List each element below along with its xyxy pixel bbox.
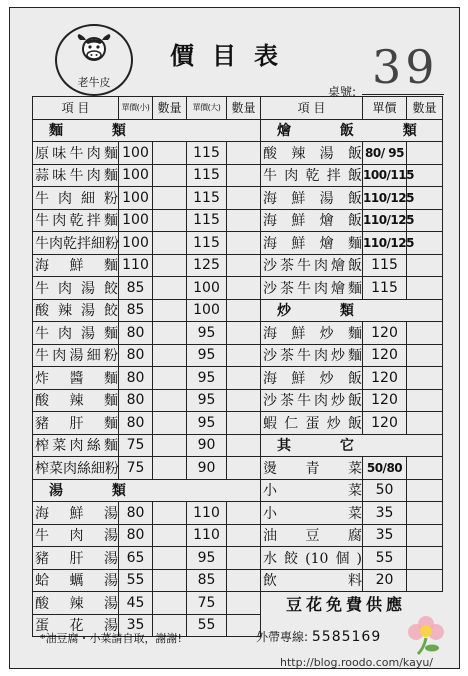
menu-row (261, 232, 443, 255)
small-price: 80 (119, 344, 153, 367)
large-quantity-field[interactable] (227, 592, 261, 615)
small-price: 80 (119, 412, 153, 435)
small-price: 75 (119, 457, 153, 480)
small-quantity-field[interactable] (153, 322, 187, 345)
large-price: 75 (187, 592, 227, 615)
menu-row (33, 187, 261, 210)
menu-item-name: 榨菜肉絲麵 (33, 434, 119, 457)
quantity-field[interactable] (407, 142, 443, 165)
cow-head-icon (76, 34, 112, 64)
small-quantity-field[interactable] (153, 547, 187, 570)
small-quantity-field[interactable] (153, 367, 187, 390)
menu-item-name: 小菜 (261, 502, 363, 525)
menu-item-name: 牛肉湯麵 (33, 322, 119, 345)
menu-row (33, 322, 261, 345)
menu-item-name: 牛肉湯 (33, 524, 119, 547)
small-price: 80 (119, 502, 153, 525)
item-price: 35 (363, 524, 407, 547)
quantity-field[interactable] (407, 412, 443, 435)
large-price: 125 (187, 254, 227, 277)
menu-item-name: 油豆腐 (261, 524, 363, 547)
menu-item-name: 酸辣湯餃 (33, 299, 119, 322)
large-quantity-field[interactable] (227, 502, 261, 525)
large-quantity-field[interactable] (227, 389, 261, 412)
small-price: 80 (119, 367, 153, 390)
blog-watermark: http://blog.roodo.com/kayu/ (280, 656, 434, 669)
large-quantity-field[interactable] (227, 434, 261, 457)
large-price: 100 (187, 299, 227, 322)
item-price: 35 (363, 502, 407, 525)
small-quantity-field[interactable] (153, 209, 187, 232)
menu-row (261, 344, 443, 367)
quantity-field[interactable] (407, 569, 443, 592)
menu-item-name: 沙茶牛肉燴飯 (261, 254, 363, 277)
table-number-underline (362, 94, 444, 95)
item-price: 115 (363, 254, 407, 277)
menu-row (33, 209, 261, 232)
menu-item-name: 牛肉湯細粉 (33, 344, 119, 367)
flower-watermark-icon (404, 612, 448, 656)
page-title: 價目表 (170, 41, 296, 70)
menu-row (261, 367, 443, 390)
small-quantity-field[interactable] (153, 502, 187, 525)
item-price: 120 (363, 389, 407, 412)
menu-item-name: 水餃(10個) (261, 547, 363, 570)
menu-item-name: 沙茶牛肉炒飯 (261, 389, 363, 412)
free-dessert-note: 豆花免費供應 (286, 595, 407, 614)
self-service-note: *油豆腐・小菜請自取，謝謝! (40, 632, 182, 645)
large-quantity-field[interactable] (227, 524, 261, 547)
menu-row (261, 479, 443, 502)
item-price: 120 (363, 322, 407, 345)
item-price: 115 (363, 277, 407, 300)
small-price: 100 (119, 209, 153, 232)
small-price: 100 (119, 142, 153, 165)
menu-item-name: 蛤蠣湯 (33, 569, 119, 592)
item-price: 20 (363, 569, 407, 592)
menu-row (261, 209, 443, 232)
section-header-row (33, 479, 261, 502)
small-quantity-field[interactable] (153, 277, 187, 300)
menu-item-name: 牛肉乾拌麵 (33, 209, 119, 232)
small-price: 80 (119, 389, 153, 412)
menu-row (261, 547, 443, 570)
menu-item-name: 蛋花湯 (33, 614, 119, 637)
item-price: 55 (363, 547, 407, 570)
large-quantity-field[interactable] (227, 344, 261, 367)
table-number-field (328, 40, 444, 99)
menu-item-name: 海鮮湯飯 (261, 187, 363, 210)
menu-item-name: 海鮮湯 (33, 502, 119, 525)
menu-item-name: 牛肉乾拌飯 (261, 164, 363, 187)
takeout-phone-number: 5585169 (311, 629, 382, 645)
menu-item-name: 蝦仁蛋炒飯 (261, 412, 363, 435)
quantity-field[interactable] (407, 367, 443, 390)
small-quantity-field[interactable] (153, 457, 187, 480)
large-price: 115 (187, 142, 227, 165)
menu-row (33, 344, 261, 367)
menu-row (33, 389, 261, 412)
small-quantity-field[interactable] (153, 164, 187, 187)
logo (55, 24, 133, 96)
menu-row (261, 502, 443, 525)
small-price: 35 (119, 614, 153, 637)
item-price: 110/125 (363, 232, 407, 255)
menu-item-name: 沙茶牛肉炒麵 (261, 344, 363, 367)
large-quantity-field[interactable] (227, 322, 261, 345)
menu-item-name: 原味牛肉麵 (33, 142, 119, 165)
small-price: 55 (119, 569, 153, 592)
large-quantity-field[interactable] (227, 187, 261, 210)
section-title: 燴 飯 類 (261, 119, 443, 142)
left-column-header: 項 目 (33, 97, 119, 120)
menu-item-name: 炸醬麵 (33, 367, 119, 390)
menu-row (33, 569, 261, 592)
large-price: 95 (187, 322, 227, 345)
item-price: 120 (363, 367, 407, 390)
menu-row (261, 412, 443, 435)
large-price: 95 (187, 344, 227, 367)
menu-row (33, 502, 261, 525)
large-price: 115 (187, 164, 227, 187)
small-quantity-field[interactable] (153, 142, 187, 165)
small-price: 110 (119, 254, 153, 277)
menu-row (261, 389, 443, 412)
noodle-soup-price-table (32, 96, 261, 637)
small-price: 85 (119, 299, 153, 322)
small-price: 100 (119, 164, 153, 187)
menu-row (33, 142, 261, 165)
menu-row (261, 142, 443, 165)
menu-row (261, 524, 443, 547)
menu-item-name: 海鮮炒飯 (261, 367, 363, 390)
quantity-field[interactable] (407, 344, 443, 367)
menu-item-name: 燙青菜 (261, 457, 363, 480)
small-price: 45 (119, 592, 153, 615)
menu-item-name: 飲料 (261, 569, 363, 592)
menu-item-name: 酸辣湯飯 (261, 142, 363, 165)
large-price: 55 (187, 614, 227, 637)
small-quantity-field[interactable] (153, 254, 187, 277)
menu-row (261, 457, 443, 480)
left-header-row (33, 97, 261, 120)
large-quantity-field[interactable] (227, 209, 261, 232)
quantity-field[interactable] (407, 479, 443, 502)
large-quantity-field[interactable] (227, 254, 261, 277)
small-quantity-field[interactable] (153, 389, 187, 412)
quantity-field[interactable] (407, 277, 443, 300)
menu-row (33, 412, 261, 435)
small-price: 75 (119, 434, 153, 457)
menu-row (33, 254, 261, 277)
small-price: 65 (119, 547, 153, 570)
section-title: 炒 類 (261, 299, 443, 322)
large-price: 110 (187, 502, 227, 525)
small-quantity-field[interactable] (153, 187, 187, 210)
large-quantity-field[interactable] (227, 164, 261, 187)
section-title: 麵 類 (33, 119, 261, 142)
small-quantity-field[interactable] (153, 569, 187, 592)
small-quantity-field[interactable] (153, 434, 187, 457)
section-header-row (33, 119, 261, 142)
menu-row (33, 277, 261, 300)
right-header-row (261, 97, 443, 120)
large-price: 95 (187, 367, 227, 390)
item-price: 120 (363, 412, 407, 435)
quantity-field[interactable] (407, 524, 443, 547)
menu-item-name: 沙茶牛肉燴麵 (261, 277, 363, 300)
menu-row (261, 187, 443, 210)
small-price: 100 (119, 187, 153, 210)
menu-row (33, 524, 261, 547)
large-quantity-field[interactable] (227, 569, 261, 592)
large-quantity-field[interactable] (227, 142, 261, 165)
menu-item-name: 榨菜肉絲細粉 (33, 457, 119, 480)
large-price: 90 (187, 434, 227, 457)
menu-item-name: 海鮮炒麵 (261, 322, 363, 345)
menu-item-name: 豬肝麵 (33, 412, 119, 435)
menu-item-name: 蒜味牛肉麵 (33, 164, 119, 187)
rice-fried-other-price-table (260, 96, 443, 592)
small-price: 100 (119, 232, 153, 255)
section-header-row (261, 299, 443, 322)
item-price: 120 (363, 344, 407, 367)
large-price: 110 (187, 524, 227, 547)
quantity-field[interactable] (407, 547, 443, 570)
large-quantity-field[interactable] (227, 547, 261, 570)
large-quantity-field[interactable] (227, 277, 261, 300)
large-quantity-field[interactable] (227, 299, 261, 322)
item-price: 110/125 (363, 187, 407, 210)
left-column-header: 單價(小) (119, 97, 153, 120)
menu-item-name: 海鮮燴麵 (261, 232, 363, 255)
table-number-label: 桌號: (328, 85, 357, 99)
quantity-field[interactable] (407, 457, 443, 480)
menu-item-name: 牛肉細粉 (33, 187, 119, 210)
large-quantity-field[interactable] (227, 412, 261, 435)
menu-item-name: 牛肉湯餃 (33, 277, 119, 300)
small-quantity-field[interactable] (153, 412, 187, 435)
large-price: 95 (187, 547, 227, 570)
left-column-header: 數量 (227, 97, 261, 120)
menu-row (261, 254, 443, 277)
left-column-header: 數量 (153, 97, 187, 120)
section-header-row (261, 434, 443, 457)
small-price: 80 (119, 322, 153, 345)
takeout-phone (256, 628, 381, 645)
small-quantity-field[interactable] (153, 344, 187, 367)
item-price: 110/125 (363, 209, 407, 232)
table-number-value: 39 (372, 40, 439, 94)
item-price: 80/ 95 (363, 142, 407, 165)
menu-row (261, 277, 443, 300)
large-price: 85 (187, 569, 227, 592)
right-column-header: 數量 (407, 97, 443, 120)
menu-row (33, 434, 261, 457)
item-price: 50 (363, 479, 407, 502)
section-header-row (261, 119, 443, 142)
menu-item-name: 酸辣麵 (33, 389, 119, 412)
item-price: 100/115 (363, 164, 407, 187)
large-price: 115 (187, 232, 227, 255)
menu-row (33, 592, 261, 615)
right-column-header: 項 目 (261, 97, 363, 120)
menu-row (261, 569, 443, 592)
right-column-header: 單價 (363, 97, 407, 120)
quantity-field[interactable] (407, 322, 443, 345)
menu-row (33, 299, 261, 322)
menu-item-name: 海鮮麵 (33, 254, 119, 277)
small-price: 85 (119, 277, 153, 300)
large-price: 90 (187, 457, 227, 480)
menu-row (261, 164, 443, 187)
left-column-header: 單價(大) (187, 97, 227, 120)
menu-row (33, 547, 261, 570)
large-price: 95 (187, 389, 227, 412)
small-quantity-field[interactable] (153, 524, 187, 547)
quantity-field[interactable] (407, 502, 443, 525)
menu-item-name: 海鮮燴飯 (261, 209, 363, 232)
large-price: 115 (187, 187, 227, 210)
menu-row (33, 164, 261, 187)
quantity-field[interactable] (407, 254, 443, 277)
menu-item-name: 小菜 (261, 479, 363, 502)
menu-row (261, 322, 443, 345)
menu-item-name: 牛肉乾拌細粉 (33, 232, 119, 255)
takeout-phone-label: 外帶專線: (256, 630, 309, 644)
small-price: 80 (119, 524, 153, 547)
menu-row (33, 457, 261, 480)
logo-text: 老牛皮 (77, 76, 111, 89)
section-title: 其 它 (261, 434, 443, 457)
section-title: 湯 類 (33, 479, 261, 502)
quantity-field[interactable] (407, 389, 443, 412)
menu-item-name: 豬肝湯 (33, 547, 119, 570)
large-price: 95 (187, 412, 227, 435)
large-price: 100 (187, 277, 227, 300)
small-quantity-field[interactable] (153, 232, 187, 255)
small-quantity-field[interactable] (153, 299, 187, 322)
menu-row (33, 367, 261, 390)
small-quantity-field[interactable] (153, 592, 187, 615)
large-quantity-field[interactable] (227, 367, 261, 390)
large-quantity-field[interactable] (227, 457, 261, 480)
menu-row (33, 232, 261, 255)
item-price: 50/80 (363, 457, 407, 480)
large-price: 115 (187, 209, 227, 232)
menu-item-name: 酸辣湯 (33, 592, 119, 615)
large-quantity-field[interactable] (227, 232, 261, 255)
